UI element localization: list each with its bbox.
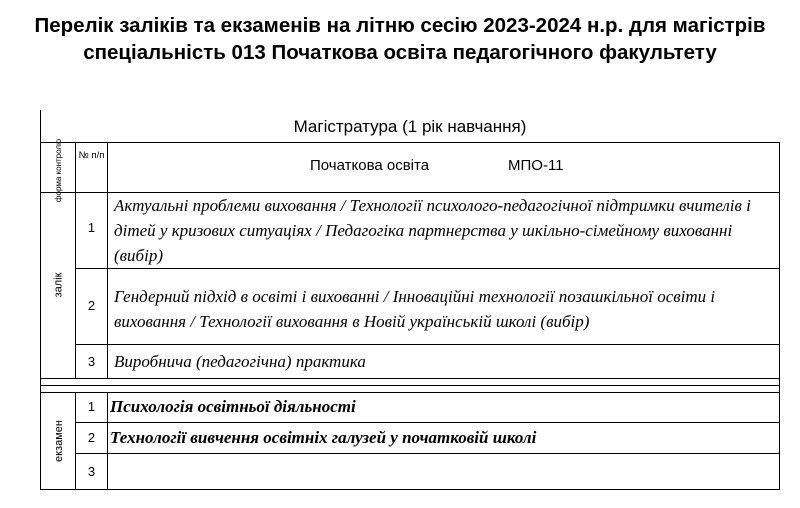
- table-line-section1-end: [40, 378, 780, 379]
- page-title: Перелік заліків та екзаменів на літню сесію 2023-2024 н.р. для магістрів спеціальність 013 Початкова освіта педагогічного факультету: [34, 14, 766, 64]
- row-number: 2: [87, 430, 96, 445]
- table-line-header-top: [40, 142, 780, 143]
- control-form-header: форма контролю: [54, 138, 64, 202]
- table-row-text: Виробнича (педагогічна) практика: [114, 352, 366, 371]
- table-line-row2: [75, 344, 780, 345]
- table-line-exam-row1: [75, 422, 780, 423]
- table-line-row1: [75, 268, 780, 269]
- table-line-exam-row2: [75, 453, 780, 454]
- table-border-right: [779, 142, 780, 490]
- section-label-credit: залік: [52, 272, 65, 298]
- number-header: № п/п: [78, 150, 105, 161]
- program-header: Магістратура (1 рік навчання): [293, 117, 527, 136]
- table-col-line-2: [107, 142, 108, 378]
- table-line-section2-start: [40, 392, 780, 393]
- group-header: МПО-11: [508, 157, 564, 174]
- row-number: 3: [87, 464, 96, 479]
- table-col-line-2b: [107, 392, 108, 490]
- table-border-left: [40, 110, 41, 490]
- table-row-text: Актуальні проблеми виховання / Технології психолого-педагогічної підтримки вчителів і дітей у кризових ситуаціях / Педагогіка партнерства у шкільно-сімейному вихованні (вибір): [114, 196, 751, 265]
- table-row-text: Гендерний підхід в освіті і вихованні / Інноваційні технології позашкільної освіти і виховання / Технології виховання в Новій українській школі (вибір): [114, 287, 716, 331]
- table-row-text: Технології вивчення освітніх галузей у початковій школі: [110, 428, 537, 447]
- table-col-line-1: [75, 142, 76, 378]
- table-row-text: Психологія освітньої діяльності: [110, 397, 356, 416]
- row-number: 1: [87, 399, 96, 414]
- table-line-spacer-end: [40, 385, 780, 386]
- section-label-exam: екзамен: [52, 419, 65, 462]
- row-number: 3: [87, 354, 96, 369]
- row-number: 2: [87, 298, 96, 313]
- row-number: 1: [87, 220, 96, 235]
- table-line-bottom: [40, 489, 780, 490]
- specialty-header: Початкова освіта: [310, 157, 430, 174]
